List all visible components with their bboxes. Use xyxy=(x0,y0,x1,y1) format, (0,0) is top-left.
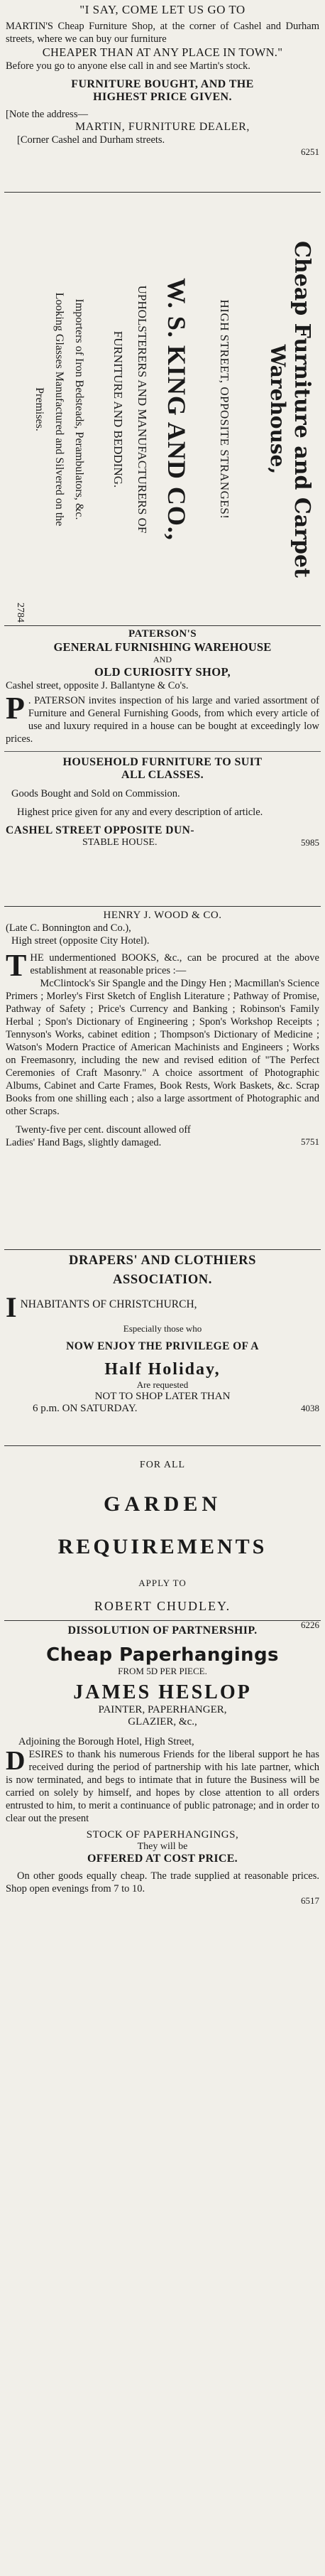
ad-title: PATERSON'S xyxy=(128,628,197,640)
ad-heading: HOUSEHOLD FURNITURE TO SUIT xyxy=(62,756,263,768)
ad-and: AND xyxy=(153,654,172,664)
paterson-advert xyxy=(6,628,319,848)
ad-last: On other goods equally cheap. The trade supplied at reasonable prices. Shop open evenings from 7 to 10. xyxy=(6,1870,319,1895)
ad-number: 2784 xyxy=(15,603,26,623)
ad-dealer: MARTIN, FURNITURE DEALER, xyxy=(75,121,250,133)
wood-advert xyxy=(6,910,319,1149)
ad-heading-2: HIGHEST PRICE GIVEN. xyxy=(93,91,232,103)
ad-body-2: Highest price given for any and every description of article. xyxy=(17,807,263,818)
drop-cap: P xyxy=(6,691,25,726)
martin-advert xyxy=(6,3,319,158)
ad-heading-2: ALL CLASSES. xyxy=(121,769,204,781)
ad-body-2: Before you go to anyone else call in and see Martin's stock. xyxy=(6,60,250,72)
ad-trade: PAINTER, PAPERHANGER, xyxy=(98,1704,227,1715)
divider xyxy=(4,625,321,626)
ad-goods: Goods Bought and Sold on Commission. xyxy=(11,788,180,799)
ad-address: [Corner Cashel and Durham streets. xyxy=(17,134,165,146)
ad-garden: GARDEN xyxy=(103,1492,221,1516)
ad-headline: "I SAY, COME LET US GO TO xyxy=(79,3,246,16)
ad-premises: Premises. xyxy=(33,387,45,431)
ad-requested: Are requested xyxy=(136,1379,189,1390)
ad-they: They will be xyxy=(137,1841,188,1852)
ad-half-holiday: Half Holiday, xyxy=(104,1360,221,1379)
ad-adjoining: Adjoining the Borough Hotel, High Street, xyxy=(18,1736,194,1747)
ad-especially: Especially those who xyxy=(123,1323,202,1334)
ad-trade: UPHOLSTERERS AND MANUFACTURERS OF xyxy=(136,285,149,534)
ad-cashel: CASHEL STREET OPPOSITE DUN- xyxy=(6,824,195,836)
ad-cheaper: CHEAPER THAN AT ANY PLACE IN TOWN." xyxy=(42,45,283,59)
ad-looking-glasses: Looking Glasses Manufactured and Silvered on the xyxy=(53,292,65,527)
ad-requirements: REQUIREMENTS xyxy=(57,1535,268,1558)
drop-cap: I xyxy=(6,1291,17,1323)
ad-trade-2: GLAZIER, &c., xyxy=(128,1716,197,1728)
ad-discount: Twenty-five per cent. discount allowed off xyxy=(16,1124,191,1136)
ad-saturday: 6 p.m. ON SATURDAY. xyxy=(33,1403,138,1414)
drop-cap: T xyxy=(6,948,27,983)
divider xyxy=(4,192,321,193)
ad-number: 5751 xyxy=(301,1136,319,1147)
ad-address: High street (opposite City Hotel). xyxy=(11,935,150,947)
ad-inhabitants: NHABITANTS OF CHRISTCHURCH, xyxy=(20,1298,197,1310)
ad-number: 6226 xyxy=(301,1620,319,1630)
heslop-advert xyxy=(6,1624,319,1907)
ad-subtitle-2: OLD CURIOSITY SHOP, xyxy=(94,665,231,679)
ad-cheap: Cheap Paperhangings xyxy=(46,1644,279,1666)
ad-title: DRAPERS' AND CLOTHIERS xyxy=(68,1254,257,1268)
divider xyxy=(4,1620,321,1621)
ad-robert: ROBERT CHUDLEY. xyxy=(94,1599,231,1613)
ad-dissolution: DISSOLUTION OF PARTNERSHIP. xyxy=(67,1624,258,1637)
drop-cap: D xyxy=(6,1746,26,1776)
ad-name: HENRY J. WOOD & CO. xyxy=(103,910,222,921)
ad-discount-2: Ladies' Hand Bags, slightly damaged. xyxy=(6,1137,162,1148)
ad-body: MARTIN'S Cheap Furniture Shop, at the corner of Cashel and Durham streets, where we can buy our furniture xyxy=(6,21,319,45)
ad-address: Cashel street, opposite J. Ballantyne & Co's. xyxy=(6,680,189,691)
ad-apply: APPLY TO xyxy=(138,1578,187,1588)
ad-from: FROM 5D PER PIECE. xyxy=(118,1666,207,1676)
ad-heading: FURNITURE BOUGHT, AND THE xyxy=(71,78,254,90)
ad-offered: OFFERED AT COST PRICE. xyxy=(87,1853,238,1865)
divider xyxy=(4,1249,321,1250)
ad-street: HIGH STREET, OPPOSITE STRANGES! xyxy=(218,299,231,519)
ad-note: [Note the address— xyxy=(6,109,88,120)
ad-trade-2: FURNITURE AND BEDDING. xyxy=(111,330,125,488)
ad-lead: HE undermentioned BOOKS, &c., can be procured at the above establishment at reasonable prices :— xyxy=(30,952,319,976)
ad-subtitle: Warehouse, xyxy=(266,344,290,475)
ad-late: (Late C. Bonnington and Co.), xyxy=(6,922,131,934)
ad-body: . PATERSON invites inspection of his large and varied assortment of Furniture and General Furnishing Goods, from which every article of use and luxury required in a house can be bought at exceedingly low prices. xyxy=(6,695,319,745)
ad-stable: STABLE HOUSE. xyxy=(82,837,158,848)
ad-not-shop: NOT TO SHOP LATER THAN xyxy=(94,1391,231,1402)
ad-number: 5985 xyxy=(301,837,319,848)
king-advert xyxy=(6,196,319,623)
ad-privilege: NOW ENJOY THE PRIVILEGE OF A xyxy=(66,1340,259,1352)
ad-subtitle: GENERAL FURNISHING WAREHOUSE xyxy=(53,640,272,654)
ad-name: W. S. KING AND CO., xyxy=(162,278,191,541)
ad-number: 6517 xyxy=(301,1895,319,1906)
divider xyxy=(4,906,321,907)
ad-body: ESIRES to thank his numerous Friends for the liberal support he has received during the period of partnership with his late partner, which is now terminated, and begs to intimate that in future the Business will be carried on solely by himself, and hopes by close attention to all orders entrusted to him, to merit a continuance of public patronage; and in order to clear out the present xyxy=(6,1749,319,1824)
ad-importers: Importers of Iron Bedsteads, Perambulators, &c. xyxy=(73,298,85,520)
ad-title-2: ASSOCIATION. xyxy=(113,1273,212,1287)
ad-forall: FOR ALL xyxy=(139,1460,186,1470)
garden-advert xyxy=(6,1450,319,1631)
ad-title: Cheap Furniture and Carpet xyxy=(290,241,314,578)
ad-body: McClintock's Sir Spangle and the Dingy Hen ; Macmillan's Science Primers ; Morley's First Sketch of English Literature ; Pathway of Promise, Pathway of Safety ; Price's Currency and Banking ; Robinson's Family Herbal ; Spon's Dictionary of Engineering ; Spon's Workshop Receipts ; Tennyson's Works, cabinet edition ; Thompson's Dictionary of Medicine ; Watson's Modern Practice of American Machinists and Engineers ; Works on Freemasonry, including the new and revised edition of "The Perfect Ceremonies of Craft Masonry." A choice assortment of Photographic Albums, Cabinet and Carte Frames, Book Rests, Work Baskets, &c. Scrap Books from one shilling each ; also a large assortment of Photographic and other Scraps. xyxy=(6,978,319,1117)
ad-stock: STOCK OF PAPERHANGINGS, xyxy=(86,1829,239,1841)
ad-name: JAMES HESLOP xyxy=(73,1681,252,1703)
ad-number: 6251 xyxy=(301,146,319,157)
drapers-advert xyxy=(6,1254,319,1415)
ad-number: 4038 xyxy=(301,1403,319,1413)
divider xyxy=(4,1445,321,1446)
